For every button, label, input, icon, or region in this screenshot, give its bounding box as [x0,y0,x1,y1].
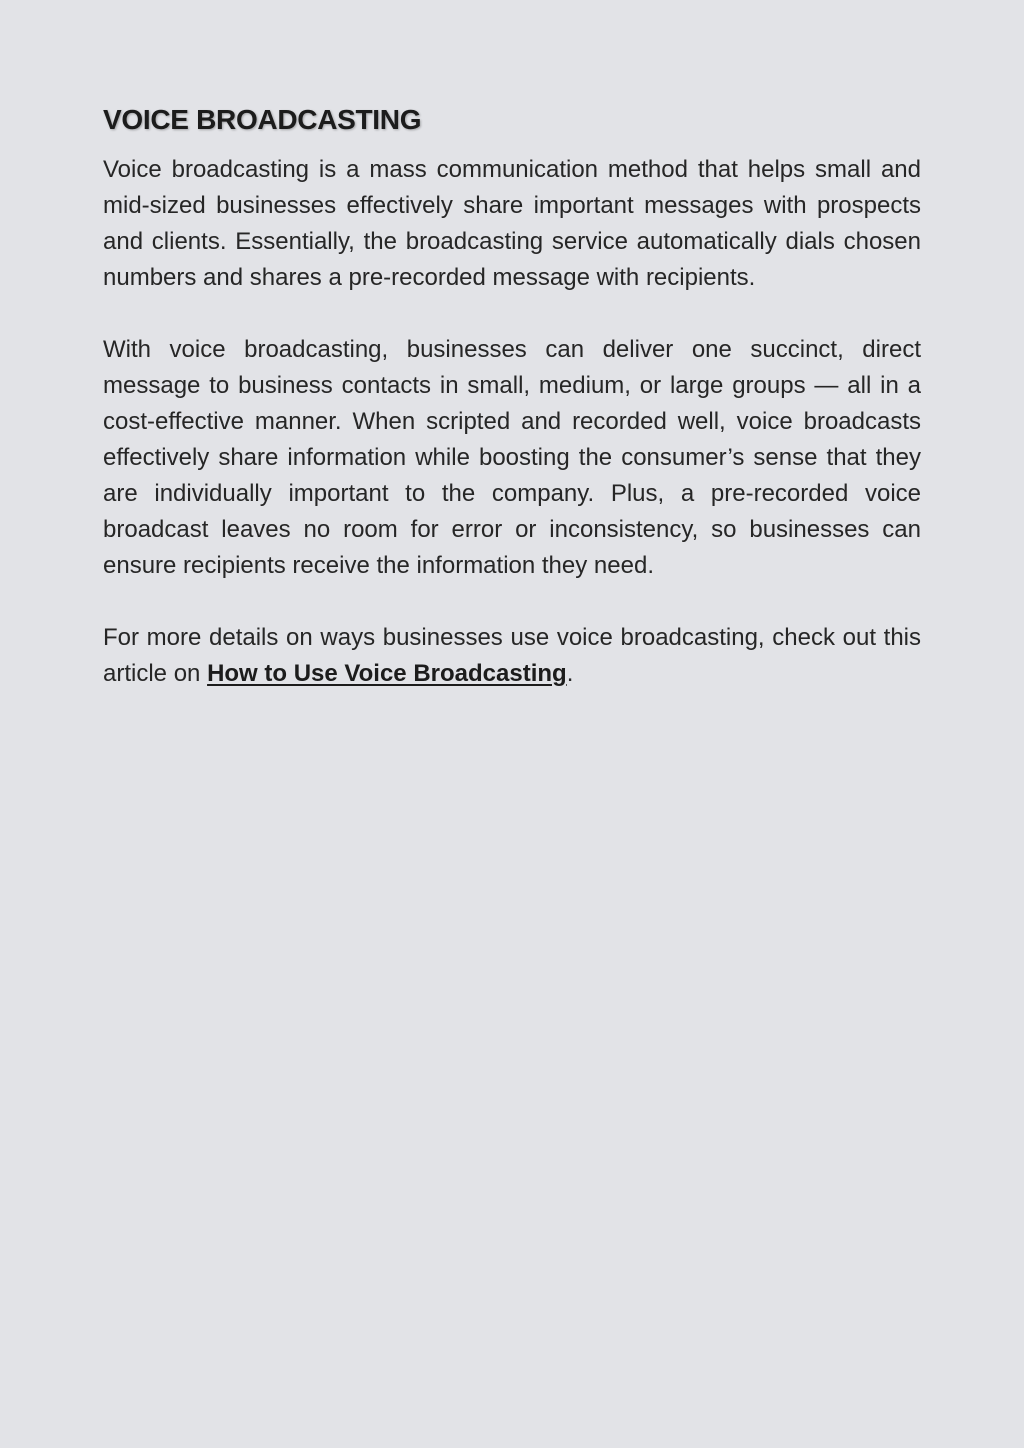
closing-text: For more details on ways businesses use voice broadcasting, check out this article on [103,624,921,687]
paragraph-closing [103,620,921,692]
closing-period: . [566,660,574,687]
paragraph-benefits: With voice broadcasting, businesses can deliver one succinct, direct message to business contacts in small, medium, or large groups — all in a cost-effective manner. When scripted and recorded well, voice broadcasts effectively share information while boosting the consumer’s sense that they are individually important to the company. Plus, a pre-recorded voice broadcast leaves no room for error or inconsistency, so businesses can ensure recipients receive the information they need. [103,336,921,579]
how-to-use-voice-broadcasting-link[interactable]: How to Use Voice Broadcasting [207,660,567,687]
paragraph-intro: Voice broadcasting is a mass communication method that helps small and mid-sized businesses effectively share important messages with prospects and clients. Essentially, the broadcasting service automatically dials chosen numbers and shares a pre-recorded message with recipients. [103,156,921,291]
page-title: VOICE BROADCASTING [103,104,422,135]
